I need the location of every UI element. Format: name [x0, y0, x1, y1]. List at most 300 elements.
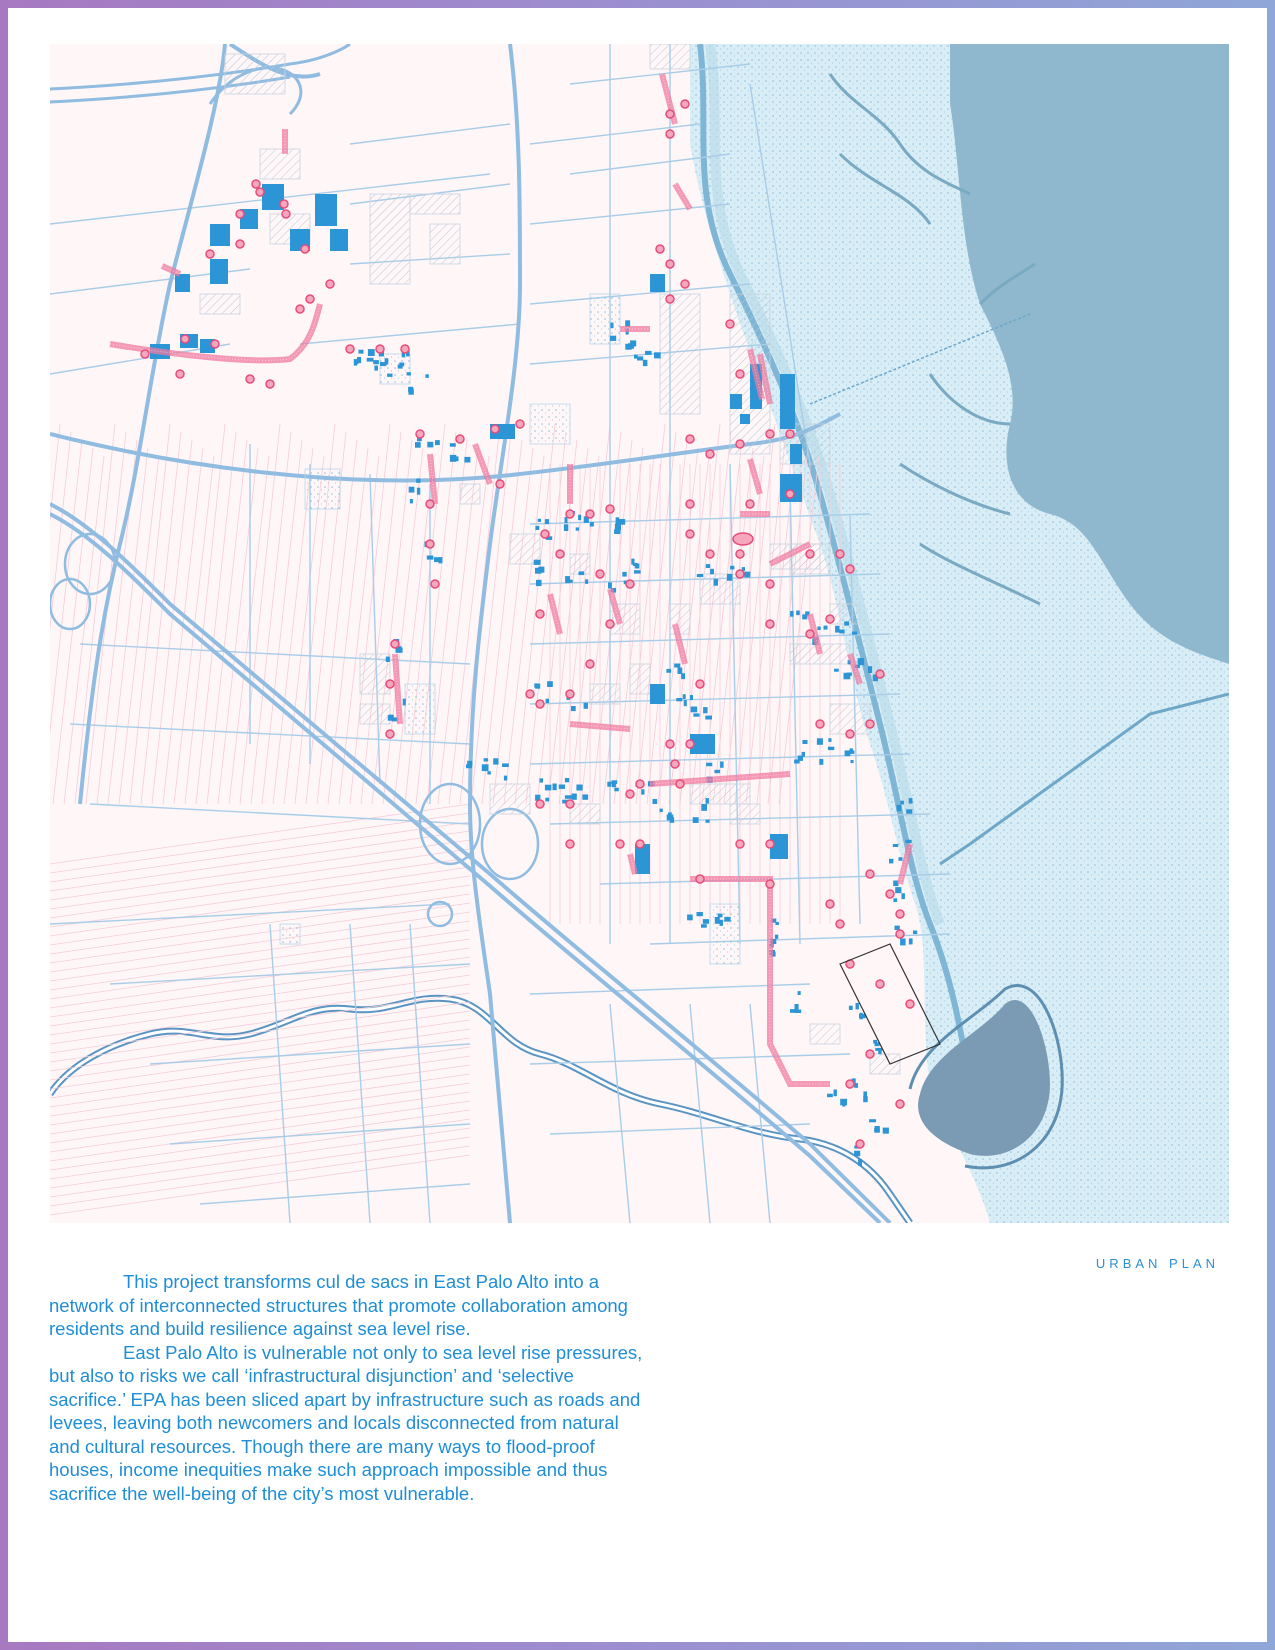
- hatched-parcel: [570, 804, 600, 824]
- small-building: [899, 857, 903, 861]
- small-building: [403, 699, 406, 706]
- cul-de-sac-node: [876, 980, 884, 988]
- green-patch: [530, 404, 570, 444]
- cul-de-sac-node: [746, 500, 754, 508]
- small-building: [834, 669, 839, 672]
- small-building: [553, 784, 557, 791]
- small-building: [439, 557, 443, 563]
- parcel-line: [50, 1101, 470, 1161]
- building: [730, 394, 742, 409]
- cul-de-sac-node: [296, 305, 304, 313]
- cul-de-sac-node: [906, 1000, 914, 1008]
- small-building: [681, 673, 685, 679]
- small-building: [889, 859, 893, 864]
- parcel-line: [50, 1092, 470, 1152]
- cul-de-sac-node: [301, 245, 309, 253]
- small-building: [622, 572, 626, 577]
- small-building: [614, 788, 619, 792]
- parcel-line: [218, 448, 258, 804]
- small-building: [819, 759, 823, 765]
- small-building: [641, 789, 644, 794]
- hatched-parcel: [460, 484, 480, 504]
- street: [370, 474, 380, 784]
- cul-de-sac-node: [586, 660, 594, 668]
- parcel-line: [50, 858, 470, 918]
- small-building: [690, 695, 693, 700]
- small-building: [878, 1049, 881, 1055]
- green-patch: [405, 684, 435, 734]
- small-building: [608, 583, 612, 589]
- parcel-line: [50, 1146, 470, 1206]
- cul-de-sac-node: [786, 430, 794, 438]
- hatched-parcel: [430, 224, 460, 264]
- cul-de-sac-node: [282, 210, 290, 218]
- freeway-top: [50, 44, 350, 114]
- small-building: [802, 752, 805, 757]
- small-building: [373, 360, 379, 364]
- cul-de-sac-node: [766, 620, 774, 628]
- parcel-line: [50, 939, 470, 999]
- cul-de-sac-node: [536, 700, 544, 708]
- building: [315, 194, 337, 226]
- parcel-line: [50, 993, 470, 1053]
- small-building: [706, 820, 710, 823]
- small-building: [840, 1099, 847, 1106]
- small-building: [616, 517, 620, 524]
- small-building: [590, 522, 594, 526]
- cul-de-sac-node: [326, 280, 334, 288]
- small-building: [790, 611, 794, 617]
- parcel-line: [240, 424, 280, 804]
- street: [610, 1004, 630, 1223]
- cul-de-sac-node: [426, 540, 434, 548]
- street: [530, 694, 900, 704]
- small-building: [902, 893, 905, 899]
- small-building: [464, 457, 470, 463]
- cul-de-sac-node: [786, 490, 794, 498]
- small-building: [571, 706, 576, 711]
- cul-de-sac-node: [236, 210, 244, 218]
- cul-de-sac-node: [626, 580, 634, 588]
- cul-de-sac-node: [836, 550, 844, 558]
- hatched-parcel: [225, 54, 285, 94]
- small-building: [852, 632, 857, 635]
- hatched-parcel: [700, 574, 740, 604]
- small-building: [900, 801, 904, 805]
- parcel-line: [50, 1155, 470, 1215]
- parcel-line: [50, 885, 470, 945]
- cul-de-sac-node: [656, 245, 664, 253]
- building: [210, 224, 230, 246]
- small-building: [844, 673, 851, 680]
- parcel-line: [50, 831, 470, 891]
- cul-de-sac-node: [386, 730, 394, 738]
- small-building: [674, 664, 680, 668]
- small-building: [883, 1128, 889, 1134]
- parcel-line: [504, 456, 544, 804]
- small-building: [909, 938, 913, 944]
- small-building: [645, 351, 652, 355]
- small-building: [913, 931, 917, 935]
- small-building: [897, 805, 902, 812]
- small-building: [703, 919, 709, 924]
- parcel-line: [372, 440, 412, 804]
- small-building: [534, 560, 541, 565]
- cul-de-sac-node: [246, 375, 254, 383]
- hatched-parcel: [490, 784, 530, 814]
- cul-de-sac-node: [536, 800, 544, 808]
- cul-de-sac-node: [766, 880, 774, 888]
- small-building: [578, 515, 581, 520]
- small-building: [547, 681, 553, 687]
- small-building: [839, 630, 844, 634]
- small-building: [502, 763, 509, 767]
- small-building: [869, 1119, 876, 1122]
- building: [175, 274, 190, 292]
- cul-de-sac-node: [606, 620, 614, 628]
- small-building: [701, 924, 707, 928]
- cul-de-sac-node: [806, 550, 814, 558]
- cul-de-sac-node: [846, 730, 854, 738]
- small-building: [643, 360, 648, 366]
- small-building: [667, 815, 674, 821]
- cul-de-sac-node: [541, 530, 549, 538]
- small-building: [579, 571, 585, 575]
- small-building: [678, 668, 683, 675]
- cul-de-sac-node: [836, 920, 844, 928]
- cul-de-sac-node: [176, 370, 184, 378]
- cul-de-sac-node: [766, 580, 774, 588]
- small-building: [817, 738, 823, 745]
- small-building: [576, 527, 579, 530]
- small-building: [427, 442, 433, 448]
- cul-de-sac-node: [181, 335, 189, 343]
- parcel-line: [185, 424, 225, 804]
- cul-de-sac-node: [681, 100, 689, 108]
- small-building: [584, 703, 588, 709]
- small-building: [697, 574, 703, 577]
- small-building: [572, 794, 577, 800]
- small-building: [858, 658, 864, 665]
- small-building: [615, 524, 621, 531]
- small-building: [835, 626, 839, 633]
- cul-de-sac-node: [626, 790, 634, 798]
- cul-de-sac-node: [896, 910, 904, 918]
- parcel-line: [50, 1002, 470, 1062]
- building: [330, 229, 348, 251]
- building: [210, 259, 228, 284]
- cul-de-sac-node: [616, 840, 624, 848]
- cul-de-sac-node: [416, 430, 424, 438]
- hatched-parcel: [360, 654, 390, 694]
- parcel-line: [262, 440, 302, 804]
- cul-de-sac-node: [556, 550, 564, 558]
- small-building: [568, 580, 572, 583]
- cul-de-sac-node: [846, 1080, 854, 1088]
- urban-plan-map: [50, 44, 1229, 1223]
- parcel-line: [50, 1047, 470, 1107]
- small-building: [482, 764, 489, 771]
- small-building: [900, 939, 906, 946]
- small-building: [630, 340, 636, 346]
- small-building: [653, 799, 658, 804]
- small-building: [693, 713, 699, 716]
- small-building: [546, 699, 549, 703]
- cul-de-sac-node: [681, 280, 689, 288]
- parcel-line: [119, 456, 159, 804]
- small-building: [828, 738, 831, 742]
- cul-de-sac-node: [252, 180, 260, 188]
- small-building: [585, 579, 588, 584]
- cul-de-sac-node: [636, 780, 644, 788]
- small-building: [576, 785, 582, 791]
- cul-de-sac-node: [816, 720, 824, 728]
- small-building: [467, 761, 472, 766]
- parcel-line: [50, 1074, 470, 1134]
- cul-de-sac-node: [736, 840, 744, 848]
- parcel-line: [50, 1128, 470, 1188]
- small-building: [802, 740, 807, 744]
- small-building: [660, 809, 663, 813]
- cul-de-sac-node: [866, 870, 874, 878]
- cul-de-sac-node: [866, 1050, 874, 1058]
- small-building: [634, 570, 641, 573]
- parcel-line: [50, 984, 470, 1044]
- small-building: [450, 443, 456, 447]
- cul-de-sac-node: [391, 640, 399, 648]
- connector-path: [395, 654, 400, 724]
- cul-de-sac-node: [666, 110, 674, 118]
- small-building: [828, 747, 834, 750]
- cul-de-sac-node: [766, 430, 774, 438]
- project-description: [49, 1270, 649, 1505]
- cul-de-sac-node: [736, 440, 744, 448]
- small-building: [834, 1090, 837, 1097]
- cul-de-sac-node: [686, 740, 694, 748]
- small-building: [895, 887, 901, 893]
- small-building: [906, 809, 912, 813]
- street: [530, 204, 730, 224]
- cul-de-sac-node: [886, 890, 894, 898]
- small-building: [493, 758, 498, 764]
- small-building: [408, 389, 413, 395]
- small-building: [796, 611, 800, 616]
- building: [740, 414, 750, 424]
- hatched-parcel: [410, 194, 460, 214]
- small-building: [487, 771, 490, 774]
- parcel-line: [50, 894, 470, 954]
- parcel-line: [383, 448, 423, 804]
- cul-de-sac-node: [726, 320, 734, 328]
- hatched-parcel: [590, 684, 620, 704]
- parcel-line: [50, 921, 470, 981]
- section-label: URBAN PLAN: [1095, 1256, 1219, 1271]
- small-building: [610, 336, 616, 341]
- small-building: [399, 363, 404, 367]
- small-building: [380, 362, 386, 366]
- small-building: [435, 440, 440, 445]
- small-building: [706, 564, 710, 568]
- small-building: [827, 1094, 833, 1098]
- small-building: [565, 795, 572, 799]
- small-building: [536, 580, 542, 586]
- cul-de-sac-node: [736, 370, 744, 378]
- cul-de-sac-node: [733, 533, 753, 545]
- small-building: [368, 349, 375, 356]
- parcel-line: [50, 849, 470, 909]
- small-building: [909, 798, 913, 804]
- small-building: [715, 917, 720, 924]
- small-building: [845, 750, 851, 756]
- small-building: [611, 323, 614, 329]
- street: [350, 124, 510, 144]
- parcel-line: [75, 424, 115, 804]
- cul-de-sac-node: [896, 1100, 904, 1108]
- small-building: [705, 716, 712, 720]
- street: [300, 324, 520, 344]
- hatched-parcel: [570, 554, 590, 574]
- cul-de-sac-node: [736, 570, 744, 578]
- small-building: [612, 780, 618, 784]
- parcel-line: [50, 1056, 470, 1116]
- cul-de-sac-node: [431, 580, 439, 588]
- cul-de-sac-node: [671, 760, 679, 768]
- small-building: [359, 350, 364, 354]
- parcel-line: [50, 903, 470, 963]
- small-building: [790, 1009, 795, 1013]
- cul-de-sac-node: [686, 500, 694, 508]
- small-building: [893, 898, 897, 902]
- small-building: [367, 358, 374, 362]
- small-building: [851, 760, 854, 763]
- small-building: [691, 707, 698, 713]
- green-patch: [380, 354, 410, 384]
- page-sheet: [8, 8, 1267, 1642]
- cul-de-sac-node: [566, 800, 574, 808]
- green-patch: [305, 469, 340, 509]
- small-building: [416, 479, 420, 483]
- cul-de-sac-node: [696, 875, 704, 883]
- small-building: [427, 556, 434, 560]
- small-building: [676, 698, 682, 701]
- small-building: [798, 991, 801, 995]
- small-building: [564, 524, 568, 531]
- small-building: [718, 914, 723, 918]
- building: [790, 444, 802, 464]
- parcel-line: [361, 432, 401, 804]
- small-building: [425, 374, 428, 378]
- small-building: [720, 920, 723, 926]
- cul-de-sac-node: [596, 570, 604, 578]
- small-building: [504, 776, 507, 781]
- cul-de-sac-node: [386, 680, 394, 688]
- small-building: [744, 572, 750, 578]
- parcel-line: [152, 440, 192, 804]
- parcel-line: [50, 822, 470, 882]
- parcel-line: [50, 957, 470, 1017]
- small-building: [706, 763, 712, 767]
- small-building: [417, 488, 420, 495]
- hatched-parcel: [690, 784, 750, 804]
- small-building: [535, 684, 540, 689]
- paragraph-2: East Palo Alto is vulnerable not only to sea level rise pressures, but also to risks we call ‘infrastructural disjunction’ and ‘selective sacrifice.’ EPA has been sliced apart by infrastructure such as roads and levees, leaving both newcomers and locals disconnected from natural and cultural resources. Though there are many ways to flood-proof houses, income inequities make such approach impossible and thus sacrifice the well-being of the city’s most vulnerable.: [49, 1341, 643, 1504]
- small-building: [684, 700, 687, 706]
- cul-de-sac-node: [736, 550, 744, 558]
- cul-de-sac-node: [876, 670, 884, 678]
- paragraph-1: This project transforms cul de sacs in East Palo Alto into a network of interconnected structures that promote collaboration among residents and build resilience against sea level rise.: [49, 1271, 628, 1339]
- small-building: [856, 1003, 859, 1010]
- parcel-line: [229, 456, 269, 804]
- small-building: [795, 1010, 802, 1014]
- small-building: [545, 519, 549, 524]
- small-building: [893, 844, 898, 847]
- small-building: [844, 621, 849, 625]
- building: [780, 374, 795, 429]
- green-patch: [280, 924, 300, 944]
- parcel-line: [50, 840, 470, 900]
- small-building: [450, 455, 456, 462]
- small-building: [535, 568, 542, 574]
- cul-de-sac-node: [666, 260, 674, 268]
- parcel-line: [559, 456, 599, 804]
- cul-de-sac-node: [256, 188, 264, 196]
- small-building: [582, 794, 588, 799]
- small-building: [724, 917, 730, 922]
- cul-de-sac-node: [846, 565, 854, 573]
- small-building: [727, 574, 732, 581]
- small-building: [730, 566, 734, 570]
- small-building: [387, 374, 392, 377]
- small-building: [794, 760, 800, 764]
- hatched-parcel: [730, 804, 760, 824]
- building: [650, 684, 665, 704]
- street: [200, 1184, 470, 1204]
- cul-de-sac-node: [496, 480, 504, 488]
- small-building: [407, 372, 411, 375]
- small-building: [710, 569, 714, 575]
- street: [350, 924, 370, 1223]
- cul-de-sac-node: [401, 345, 409, 353]
- cul-de-sac-node: [686, 435, 694, 443]
- cul-de-sac-node: [491, 425, 499, 433]
- cul-de-sac-node: [826, 900, 834, 908]
- small-building: [775, 935, 778, 939]
- small-building: [654, 352, 661, 358]
- parcel-line: [50, 1083, 470, 1143]
- hatched-parcel: [870, 1054, 900, 1074]
- small-building: [683, 694, 686, 699]
- small-building: [693, 817, 699, 823]
- small-building: [714, 579, 719, 586]
- hatched-parcel: [200, 294, 240, 314]
- small-building: [559, 785, 565, 789]
- small-building: [895, 926, 900, 930]
- parcel-line: [174, 456, 214, 804]
- parcel-line: [50, 813, 470, 873]
- small-building: [409, 487, 415, 493]
- parcel-line: [50, 867, 470, 927]
- hatched-parcel: [670, 604, 690, 634]
- cul-de-sac-node: [606, 505, 614, 513]
- parcel-line: [130, 424, 170, 804]
- san-francisquito-creek-inner: [50, 998, 910, 1223]
- small-building: [714, 770, 720, 773]
- parcel-line: [515, 424, 555, 804]
- street: [50, 904, 450, 924]
- cul-de-sac-node: [706, 450, 714, 458]
- small-building: [565, 778, 569, 782]
- cul-de-sac-node: [666, 130, 674, 138]
